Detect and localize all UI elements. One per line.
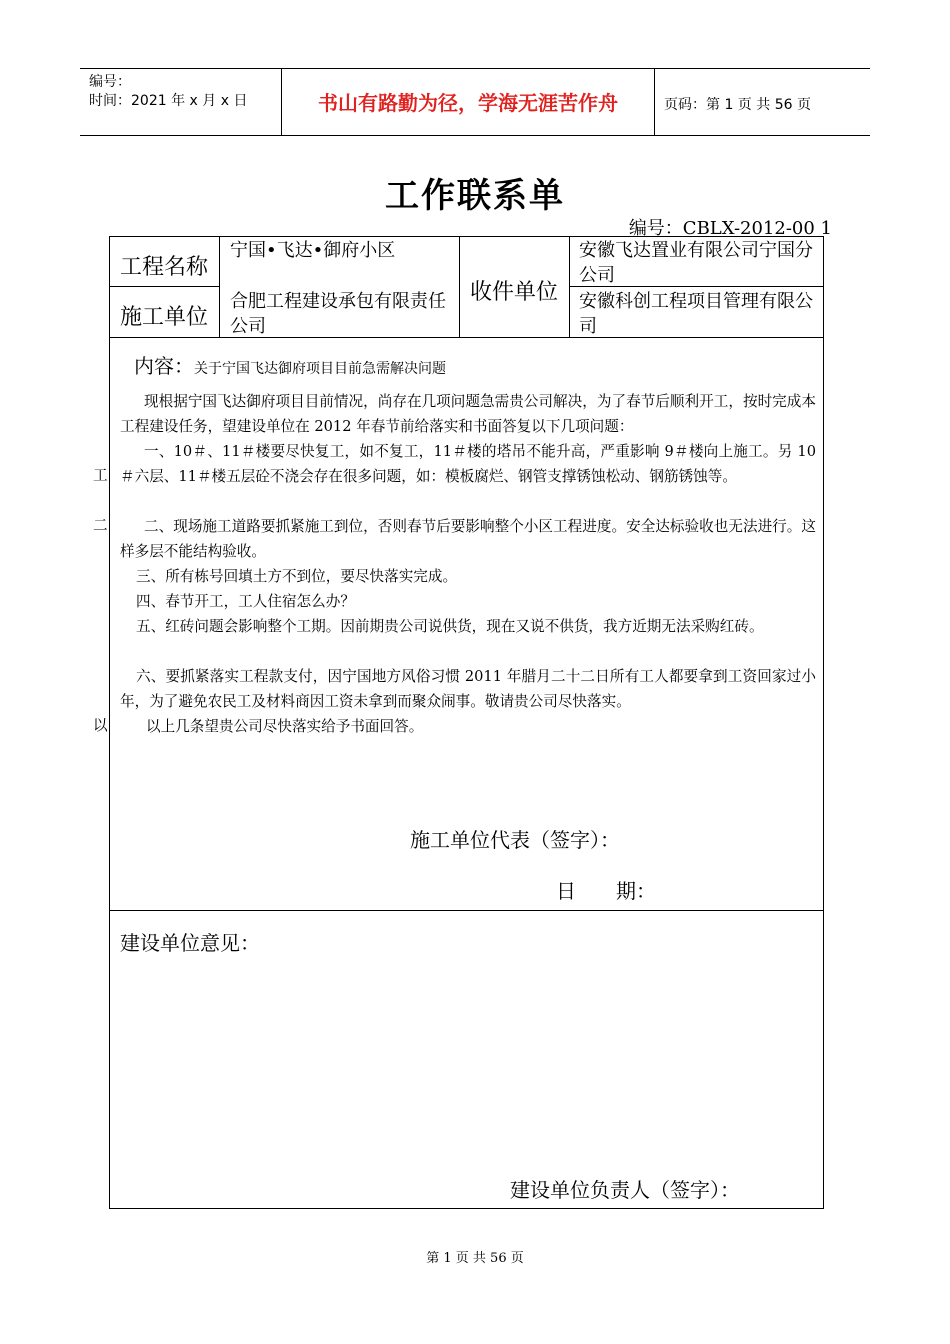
rule-col2	[459, 236, 460, 337]
owner-signature-label: 建设单位负责人（签字）：	[510, 1178, 740, 1202]
paragraph-item-4: 四、春节开工，工人住宿怎么办？	[136, 593, 355, 610]
owner-opinion-label: 建设单位意见：	[120, 931, 260, 955]
document-code: 编号：CBLX-2012-00 1	[628, 218, 832, 239]
receiver-value-2: 安徽科创工程项目管理有限公司	[579, 291, 813, 337]
header-divider-right	[654, 68, 655, 135]
document-title: 工作联系单	[385, 176, 565, 216]
rule-col3	[569, 236, 570, 337]
paragraph-item-5: 五、红砖问题会影响整个工期。因前期贵公司说供货，现在又说不供货，我方近期无法采购红砖。	[136, 618, 764, 635]
content-label: 内容：	[134, 354, 194, 378]
header-time: 时间：2021 年 x 月 x 日	[89, 93, 248, 109]
contractor-label: 施工单位	[120, 305, 209, 330]
receiver-value-1: 安徽飞达置业有限公司宁国分公司	[579, 240, 813, 286]
stray-mark-2: 二	[93, 517, 108, 534]
project-name-label: 工程名称	[120, 255, 209, 280]
stray-mark-1: 工	[93, 467, 108, 484]
contractor-value: 合肥工程建设承包有限责任公司	[230, 291, 446, 337]
paragraph-closing: 以上几条望贵公司尽快落实给予书面回答。	[146, 718, 424, 735]
project-name-value: 宁国•飞达•御府小区	[230, 240, 396, 261]
header-motto: 书山有路勤为径，学海无涯苦作舟	[318, 91, 618, 115]
header-number-label: 编号：	[89, 74, 131, 90]
rule-owner-section	[109, 910, 824, 911]
paragraph-item-2: 二、现场施工道路要抓紧施工到位，否则春节后要影响整个小区工程进度。安全达标验收也无法进行。这样多层不能结构验收。	[120, 518, 816, 560]
paragraph-item-3: 三、所有栋号回填土方不到位，要尽快落实完成。	[136, 568, 458, 585]
content-subject: 关于宁国飞达御府项目目前急需解决问题	[194, 361, 446, 377]
stray-mark-3: 以	[93, 717, 108, 734]
paragraph-item-6: 六、要抓紧落实工程款支付，因宁国地方风俗习惯 2011 年腊月二十二日所有工人都要拿到工资回家过小年，为了避免农民工及材料商因工资未拿到而聚众闹事。敬请贵公司尽快落实。	[120, 668, 816, 710]
content-heading	[134, 350, 446, 379]
header-page-info: 页码：第 1 页 共 56 页	[664, 97, 811, 113]
date-label: 日 期：	[556, 879, 656, 903]
contractor-signature-label: 施工单位代表（签字）：	[410, 828, 620, 852]
paragraph-intro: 现根据宁国飞达御府项目目前情况，尚存在几项问题急需贵公司解决，为了春节后顺利开工，按时完成本工程建设任务，望建设单位在 2012 年春节前给落实和书面答复以下几项问题：	[120, 393, 816, 435]
header-bottom-rule	[80, 135, 870, 136]
rule-row1-left	[109, 286, 219, 287]
page-footer: 第 1 页 共 56 页	[426, 1251, 524, 1266]
receiver-label: 收件单位	[470, 280, 559, 305]
rule-col1	[219, 236, 220, 337]
paragraph-item-1: 一、10＃、11＃楼要尽快复工，如不复工，11＃楼的塔吊不能升高，严重影响 9＃楼向上施工。另 10＃六层、11＃楼五层砼不浇会存在很多问题，如：模板腐烂、钢管支撑锈蚀松动、钢筋锈蚀等。	[120, 443, 816, 485]
